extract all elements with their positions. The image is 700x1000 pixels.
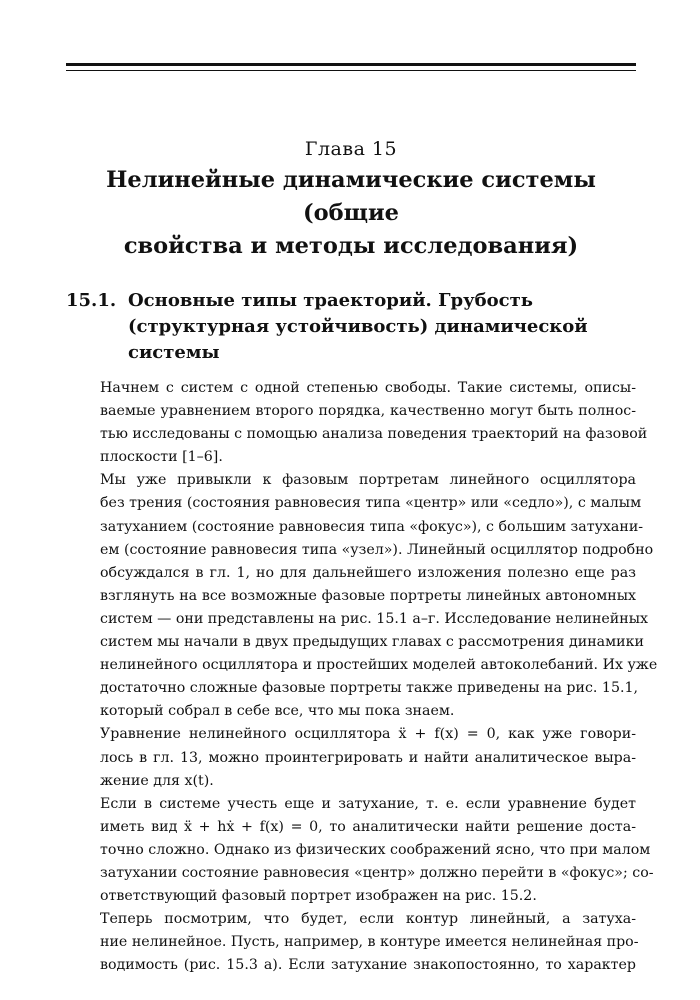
paragraph — [66, 793, 654, 908]
header-rule-thick — [66, 63, 636, 66]
text-line: точно сложно. Однако из физических соображений ясно, что при малом — [100, 841, 651, 858]
text-line: достаточно сложные фазовые портреты также приведены на рис. 15.1, — [100, 680, 639, 697]
text-line: плоскости [1–6]. — [100, 449, 223, 466]
section-title-line: Основные типы траекторий. Грубость — [128, 290, 533, 311]
paragraph — [66, 377, 648, 469]
text-line: который собрал в себе все, что мы пока знаем. — [100, 703, 455, 720]
section-title-line: (структурная устойчивость) динамической — [128, 316, 588, 337]
text-line: затуханием (состояние равновесия типа «фокус»), с большим затухани- — [100, 518, 644, 535]
paragraph — [66, 469, 658, 723]
chapter-title-line: Нелинейные динамические системы (общие — [106, 167, 596, 226]
chapter-title — [66, 164, 636, 263]
text-line: взглянуть на все возможные фазовые портреты линейных автономных — [100, 587, 636, 604]
section-title-line: системы — [128, 342, 220, 363]
text-line: нелинейного осциллятора и простейших моделей автоколебаний. Их уже — [100, 657, 658, 674]
chapter-label: Глава 15 — [304, 138, 398, 160]
text-line: лось в гл. 13, можно проинтегрировать и найти аналитическое выра- — [100, 749, 636, 766]
text-line: затухании состояние равновесия «центр» должно перейти в «фокус»; со- — [100, 864, 654, 881]
header-rule-thin — [66, 70, 636, 71]
section-title — [128, 288, 628, 366]
paragraph — [66, 908, 639, 977]
text-line: систем мы начали в двух предыдущих главах с рассмотрения динамики — [100, 634, 644, 651]
text-line: Уравнение нелинейного осциллятора ẍ + f(x) = 0, как уже говори- — [100, 726, 636, 743]
text-line: водимость (рис. 15.3 а). Если затухание знакопостоянно, то характер — [100, 957, 636, 974]
text-line: Мы уже привыкли к фазовым портретам линейного осциллятора — [100, 472, 636, 489]
text-line: систем — они представлены на рис. 15.1 а–г. Исследование нелинейных — [100, 610, 648, 627]
text-line: Начнем с систем с одной степенью свободы. Такие системы, описы- — [100, 380, 636, 396]
text-line: Теперь посмотрим, что будет, если контур линейный, а затуха- — [100, 911, 636, 928]
text-line: жение для x(t). — [100, 772, 214, 789]
text-line: ответствующий фазовый портрет изображен на рис. 15.2. — [100, 888, 537, 905]
text-line: обсуждался в гл. 1, но для дальнейшего изложения полезно еще раз — [100, 564, 636, 581]
text-line: иметь вид ẍ + hẋ + f(x) = 0, то аналитически найти решение доста- — [100, 818, 636, 835]
text-line: ваемые уравнением второго порядка, качественно могут быть полнос- — [100, 403, 636, 420]
section-number: 15.1. — [66, 290, 117, 311]
paragraph — [66, 723, 636, 792]
text-line: ем (состояние равновесия типа «узел»). Линейный осциллятор подробно — [100, 541, 654, 558]
text-line: тью исследованы с помощью анализа поведения траекторий на фазовой — [100, 426, 648, 443]
text-line: ние нелинейное. Пусть, например, в контуре имеется нелинейная про- — [100, 934, 639, 951]
text-line: без трения (состояния равновесия типа «центр» или «седло»), с малым — [100, 495, 642, 512]
text-line: Если в системе учесть еще и затухание, т. е. если уравнение будет — [100, 795, 636, 812]
body-text — [66, 377, 658, 977]
chapter-title-line: свойства и методы исследования) — [123, 233, 579, 259]
